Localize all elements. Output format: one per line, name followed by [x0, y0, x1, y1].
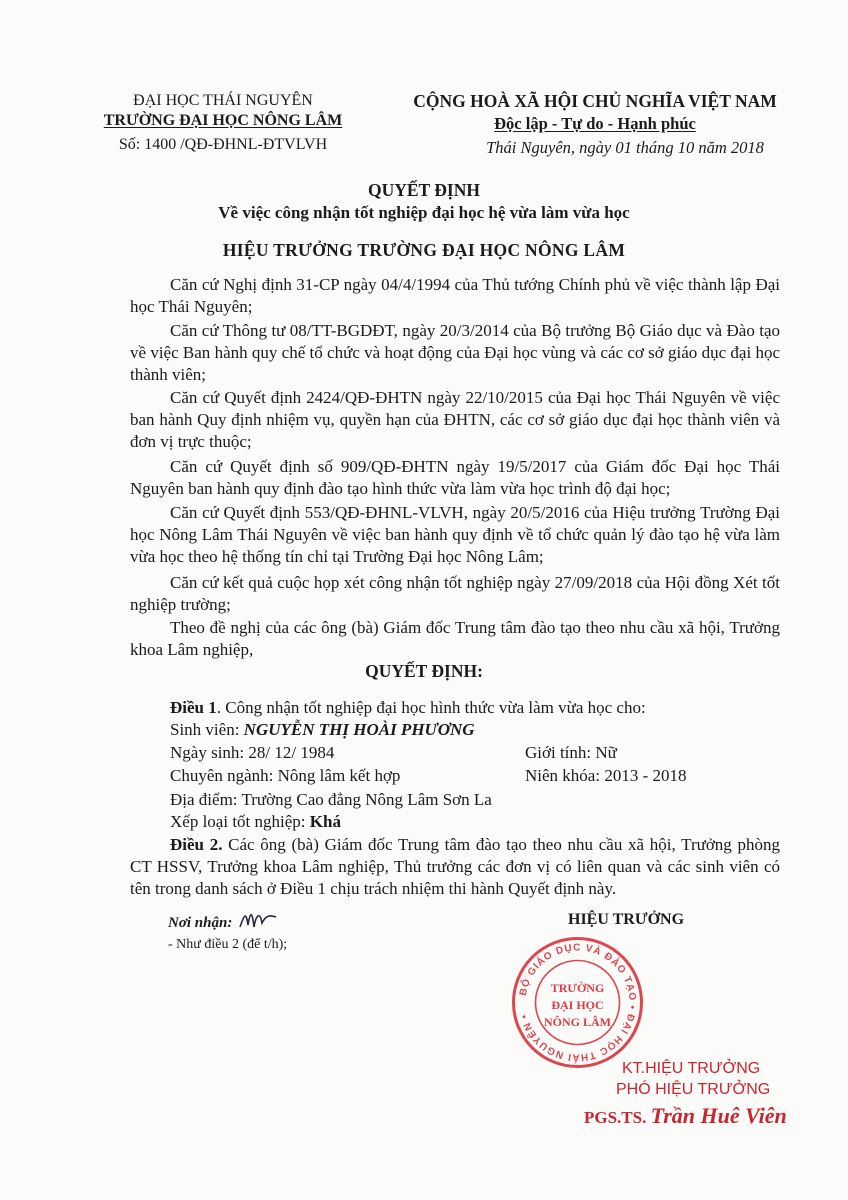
national-motto-text: Độc lập - Tự do - Hạnh phúc: [494, 114, 696, 133]
graduation-rank-label: Xếp loại tốt nghiệp:: [170, 812, 310, 831]
basis-item: Căn cứ Quyết định số 909/QĐ-ĐHTN ngày 19/5/2017 của Giám đốc Đại học Thái Nguyên ban hành quy định đào tạo hình thức vừa làm vừa học trình độ đại học;: [130, 457, 780, 498]
basis-item: Căn cứ kết quả cuộc họp xét công nhận tốt nghiệp ngày 27/09/2018 của Hội đồng Xét tốt nghiệp trường;: [130, 573, 780, 614]
student-row: [170, 719, 475, 741]
initials-signature: [236, 905, 280, 935]
study-location: Địa điểm: Trường Cao đẳng Nông Lâm Sơn La: [170, 790, 492, 809]
basis-item: Theo đề nghị của các ông (bà) Giám đốc Trung tâm đào tạo theo nhu cầu xã hội, Trưởng khoa Lâm nghiệp,: [130, 618, 780, 659]
article-2-text: Các ông (bà) Giám đốc Trung tâm đào tạo theo nhu cầu xã hội, Trưởng phòng CT HSSV, Trưởng khoa Lâm nghiệp, Thủ trưởng các đơn vị có liên quan và các sinh viên có tên trong danh sách ở Điều 1 chịu trách nhiệm thi hành Quyết định này.: [130, 835, 781, 898]
signer-name-line: [584, 1103, 787, 1129]
issuing-authority: HIỆU TRƯỞNG TRƯỜNG ĐẠI HỌC NÔNG LÂM: [222, 240, 626, 260]
recipient-item: - Như điều 2 (để t/h);: [168, 937, 288, 952]
official-seal: [510, 935, 645, 1070]
signer-degree: PGS.TS.: [584, 1108, 647, 1127]
svg-text:NÔNG LÂM: NÔNG LÂM: [544, 1015, 611, 1029]
issuing-institution: [98, 111, 348, 131]
signer-title: HIỆU TRƯỞNG: [568, 911, 685, 928]
major: Chuyên ngành: Nông lâm kết hợp: [170, 766, 401, 785]
student-name: NGUYỄN THỊ HOÀI PHƯƠNG: [243, 720, 475, 739]
graduation-rank-value: Khá: [309, 812, 341, 831]
svg-text:ĐẠI HỌC: ĐẠI HỌC: [551, 998, 604, 1012]
signer-deputy: PHÓ HIỆU TRƯỞNG: [616, 1081, 771, 1098]
article-2: [130, 834, 780, 900]
decision-heading: QUYẾT ĐỊNH:: [365, 661, 483, 681]
article-2-label: Điều 2.: [170, 835, 223, 854]
gender: Giới tính: Nữ: [525, 743, 617, 762]
article-1-text: . Công nhận tốt nghiệp đại học hình thức vừa làm vừa học cho:: [216, 698, 646, 717]
course-years: Niên khóa: 2013 - 2018: [525, 766, 687, 785]
issuing-institution-text: TRƯỜNG ĐẠI HỌC NÔNG LÂM: [103, 112, 343, 129]
student-label: Sinh viên:: [170, 720, 244, 739]
country-name: CỘNG HOÀ XÃ HỘI CHỦ NGHĨA VIỆT NAM: [413, 91, 777, 111]
document-number: Số: 1400 /QĐ-ĐHNL-ĐTVLVH: [118, 136, 328, 153]
national-motto: [395, 113, 795, 135]
article-1-label: Điều 1: [170, 698, 217, 717]
signer-kt: KT.HIỆU TRƯỞNG: [622, 1060, 761, 1077]
parent-institution: ĐẠI HỌC THÁI NGUYÊN: [133, 92, 313, 109]
basis-item: Căn cứ Nghị định 31-CP ngày 04/4/1994 của Thủ tướng Chính phủ về việc thành lập Đại học Thái Nguyên;: [130, 275, 780, 316]
document-subject: Về việc công nhận tốt nghiệp đại học hệ vừa làm vừa học: [218, 203, 630, 222]
document-title: QUYẾT ĐỊNH: [368, 180, 480, 200]
basis-item: Căn cứ Quyết định 2424/QĐ-ĐHTN ngày 22/10/2015 của Đại học Thái Nguyên về việc ban hành Quy định nhiệm vụ, quyền hạn của ĐHTN, các cơ sở giáo dục đại học thành viên và đơn vị trực thuộc;: [130, 388, 780, 451]
date-of-birth: Ngày sinh: 28/ 12/ 1984: [170, 743, 335, 762]
article-1: [170, 697, 646, 719]
basis-item: Căn cứ Thông tư 08/TT-BGDĐT, ngày 20/3/2014 của Bộ trưởng Bộ Giáo dục và Đào tạo về việc Ban hành quy chế tổ chức và hoạt động của Đại học vùng và các cơ sở giáo dục đại học thành viên;: [130, 321, 780, 384]
signer-name: Trần Huê Viên: [650, 1103, 787, 1128]
recipients-label: Nơi nhận:: [168, 915, 233, 931]
place-date: Thái Nguyên, ngày 01 tháng 10 năm 2018: [486, 138, 764, 157]
svg-text:BỘ GIÁO DỤC VÀ ĐÀO TẠO • ĐẠI H: BỘ GIÁO DỤC VÀ ĐÀO TẠO • ĐẠI HỌC THÁI NGUYÊN •: [517, 942, 638, 1063]
svg-text:TRƯỜNG: TRƯỜNG: [550, 981, 605, 995]
graduation-rank: [170, 811, 341, 833]
basis-item: Căn cứ Quyết định 553/QĐ-ĐHNL-VLVH, ngày 20/5/2016 của Hiệu trưởng Trường Đại học Nông Lâm Thái Nguyên về việc ban hành quy định về tổ chức quản lý đào tạo hệ vừa làm vừa học theo hệ thống tín chỉ tại Trường Đại học Nông Lâm;: [130, 503, 780, 566]
